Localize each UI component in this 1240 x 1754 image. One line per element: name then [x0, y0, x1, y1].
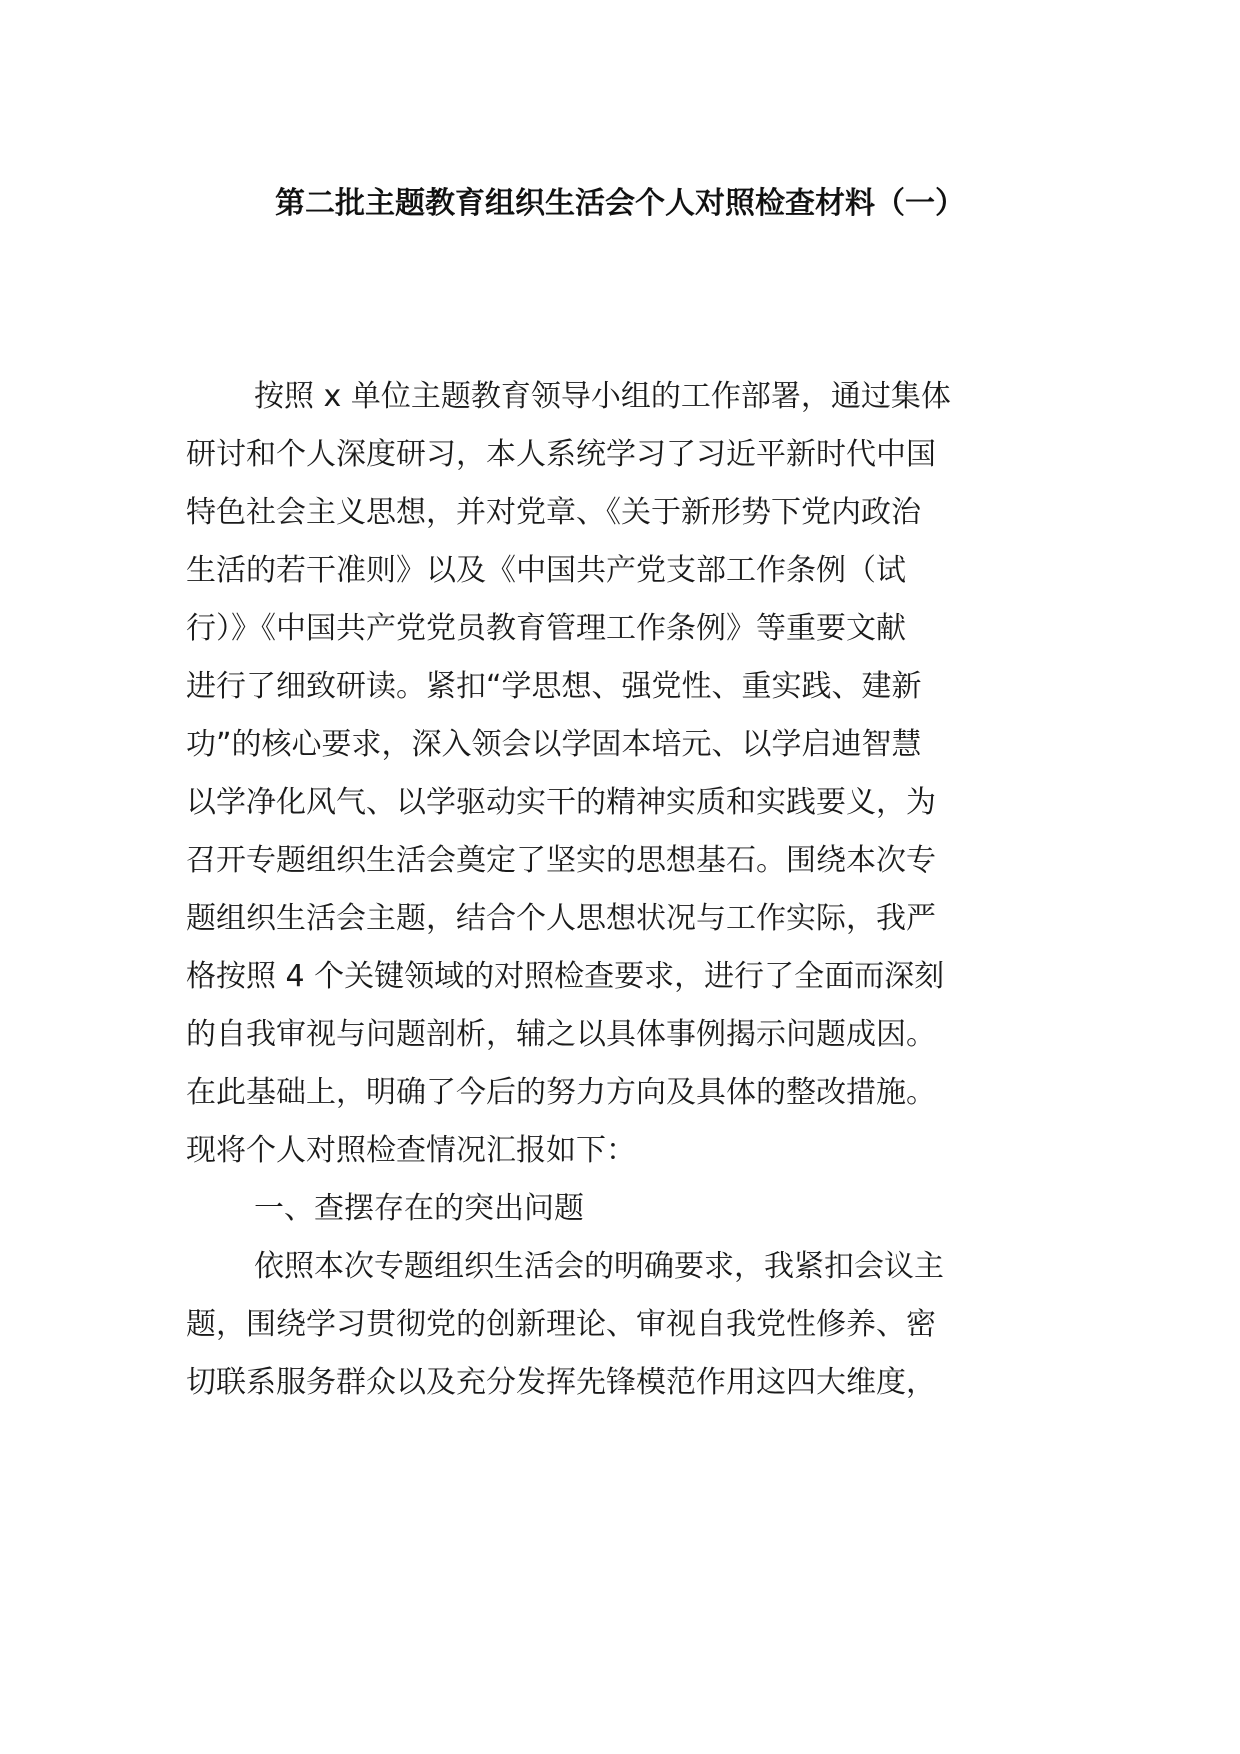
paragraph-line: 现将个人对照检查情况汇报如下： — [186, 1133, 636, 1168]
paragraph-line: 行）》《中国共产党党员教育管理工作条例》等重要文献 — [186, 611, 906, 646]
paragraph-line: 题，围绕学习贯彻党的创新理论、审视自我党性修养、密 — [186, 1307, 936, 1342]
paragraph-line: 以学净化风气、以学驱动实干的精神实质和实践要义，为 — [186, 785, 936, 820]
section-heading: 一、查摆存在的突出问题 — [254, 1191, 584, 1226]
paragraph-line: 题组织生活会主题，结合个人思想状况与工作实际，我严 — [186, 901, 936, 936]
paragraph-line: 进行了细致研读。紧扣“学思想、强党性、重实践、建新 — [186, 669, 922, 704]
paragraph-line: 切联系服务群众以及充分发挥先锋模范作用这四大维度， — [186, 1365, 936, 1400]
paragraph-line: 生活的若干准则》以及《中国共产党支部工作条例（试 — [186, 553, 906, 588]
paragraph-line: 格按照 4 个关键领域的对照检查要求，进行了全面而深刻 — [186, 959, 945, 994]
paragraph-line: 按照 x 单位主题教育领导小组的工作部署，通过集体 — [254, 379, 951, 414]
paragraph-line: 功”的核心要求，深入领会以学固本培元、以学启迪智慧 — [186, 727, 922, 762]
paragraph-line: 依照本次专题组织生活会的明确要求，我紧扣会议主 — [254, 1249, 944, 1284]
document-body — [186, 368, 1056, 1412]
paragraph-line: 召开专题组织生活会奠定了坚实的思想基石。围绕本次专 — [186, 843, 936, 878]
paragraph-line: 在此基础上，明确了今后的努力方向及具体的整改措施。 — [186, 1075, 936, 1110]
paragraph-line: 的自我审视与问题剖析，辅之以具体事例揭示问题成因。 — [186, 1017, 936, 1052]
paragraph-line: 研讨和个人深度研习，本人系统学习了习近平新时代中国 — [186, 437, 936, 472]
document-title: 第二批主题教育组织生活会个人对照检查材料（一） — [275, 186, 965, 221]
paragraph-line: 特色社会主义思想，并对党章、《关于新形势下党内政治 — [186, 495, 921, 530]
